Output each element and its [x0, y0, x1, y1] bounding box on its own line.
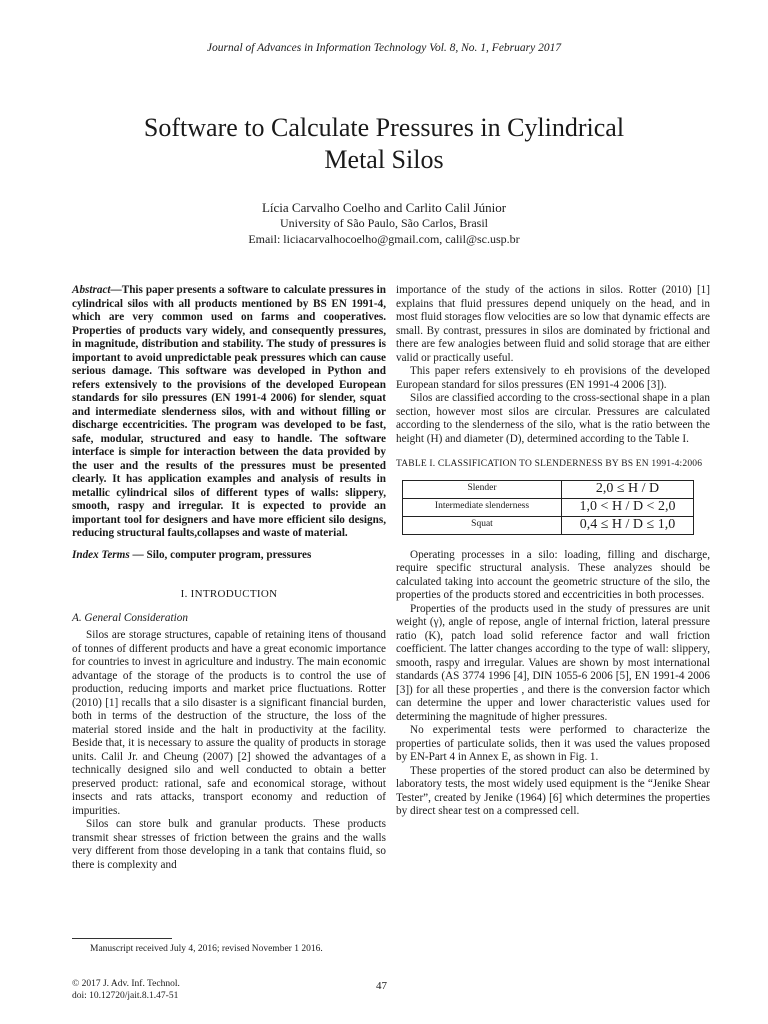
footnote: Manuscript received July 4, 2016; revised November 1 2016. [90, 944, 323, 954]
subsection-heading: A. General Consideration [72, 611, 188, 624]
abstract [72, 284, 386, 541]
table-row [403, 498, 694, 516]
index-terms-lead: Index Terms [72, 548, 130, 561]
title-line-2: Metal Silos [324, 145, 444, 174]
table-cell-value: 0,4 ≤ H / D ≤ 1,0 [562, 516, 694, 534]
table-caption: TABLE I. CLASSIFICATION TO SLENDERNESS BY BS EN 1991-4:2006 [396, 459, 703, 469]
running-head: Journal of Advances in Information Technology Vol. 8, No. 1, February 2017 [206, 42, 562, 54]
paper-title [60, 112, 708, 176]
title-line-1: Software to Calculate Pressures in Cylindrical [143, 113, 625, 142]
slenderness-table [402, 480, 694, 535]
right-paragraph-6: No experimental tests were performed to characterize the properties of particulate solids, then it was used the values proposed by EN-Part 4 in Annex E, as shown in Fig. 1. [396, 724, 710, 763]
intro-paragraph-2: Silos can store bulk and granular products. These products transmit shear stresses of friction between the grains and the walls very different from those developing in a tank that contains fluid, so there is complexity and [72, 818, 386, 871]
page-number: 47 [376, 980, 387, 992]
right-paragraph-4: Operating processes in a silo: loading, filling and discharge, require specific structural analysis. These analyzes should be calculated taking into account the geometric structure of the silo, the properties of the products stored and eccentricities in both processes. [396, 548, 710, 601]
table-cell-label: Squat [403, 516, 562, 534]
table-cell-label: Intermediate slenderness [403, 498, 562, 516]
copyright: © 2017 J. Adv. Inf. Technol. [72, 979, 180, 989]
right-paragraph-5: Properties of the products used in the study of pressures are unit weight (γ), angle of repose, angle of internal friction, lateral pressure ratio (K), patch load solid reference factor and wall friction coefficient. The latter changes according to the type of wall: slippery, smooth, raspy and irregular. Values are shown by most international standards (AS 3774 1996 [4], DIN 1055-6 2006 [5], EN 1991-4 2006 [3]) for all these properties , and there is the conversion factor which can determine the upper and lower characteristic values used for determining the magnitude of higher pressures. [396, 602, 710, 723]
copyright-block [72, 978, 180, 1002]
right-paragraph-3: Silos are classified according to the cross-sectional shape in a plan section, however most silos are circular. Pressures are calculated according to the slenderness of the silo, what is the ratio between the height (H) and diameter (D), determined according to the Table I. [396, 392, 710, 445]
table-cell-value: 1,0 < H / D < 2,0 [562, 498, 694, 516]
doi: doi: 10.12720/jait.8.1.47-51 [72, 991, 179, 1001]
index-terms-text: — Silo, computer program, pressures [129, 548, 312, 561]
right-paragraph-1: importance of the study of the actions in silos. Rotter (2010) [1] explains that fluid pressures depend uniquely on the head, and in most fluid storages flow velocities are so low that dynamic effects are small. By contrast, pressures in silos are dominated by frictional and there are few analogies between fluid and solid storage that are either valid or practically useful. [396, 284, 710, 364]
email: Email: liciacarvalhocoelho@gmail.com, calil@sc.usp.br [248, 232, 520, 246]
right-paragraph-7: These properties of the stored product can also be determined by laboratory tests, the most widely used equipment is the “Jenike Shear Tester”, created by Jenike (1964) [6] which determines the properties by direct shear test on a compressed cell. [396, 764, 710, 817]
abstract-text: —This paper presents a software to calculate pressures in cylindrical silos with all products mentioned by BS EN 1991-4, which are very common used on farms and cooperatives. Properties of products vary widely, and consequently pressures, in magnitude, distribution and stability. The study of pressures is important to avoid unpredictable peak pressures which can cause serious damage. This software was developed in Python and refers extensively to the provisions of the developed European standards for silo pressures (EN 1991-4 2006) for slender, squat and intermediate slenderness silos, with and without filling or discharge eccentricities. The program was developed to be fast, safe, modular, structured and easy to handle. The software interface is simple for interaction between the data provided by the user and the results of the pressures must be presented clearly. It has application examples and analysis of results in metallic cylindrical silos of different types of walls: slippery, smooth, raspy and irregular. It is expected to provide an important tool for designers and have more efficient silo designs, reducing structural faults,collapses and waste of material. [72, 284, 386, 539]
intro-paragraph-1: Silos are storage structures, capable of retaining itens of thousand of tonnes of different products and have a great economic importance for countries to invest in agriculture and industry. The main economic advantage of the storage of the products is to control the use of production, reducing imports and market price fluctuations. Rotter (2010) [1] recalls that a silo disaster is a significant financial burden, both in terms of the destruction of the structure, the loss of the material stored inside and the halt in productivity at the facility. Beside that, it is necessary to assure the quality of products in storage units. Calil Jr. and Cheung (2007) [2] showed the advantages of a technically designed silo and well conducted to obtain a better preserved product: rational, safe and economical storage, without insects and rats attacks, transport economy and reduction of impurities. [72, 629, 386, 817]
right-column [396, 284, 710, 819]
right-paragraph-2: This paper refers extensively to eh provisions of the developed European standard for silos pressures (EN 1991-4 2006 [3]). [396, 365, 710, 391]
section-heading-introduction: I. INTRODUCTION [180, 588, 278, 600]
table-cell-value: 2,0 ≤ H / D [562, 480, 694, 498]
affiliation: University of São Paulo, São Carlos, Brasil [280, 216, 488, 230]
table-cell-label: Slender [403, 480, 562, 498]
table-row [403, 480, 694, 498]
index-terms [72, 549, 386, 563]
authors: Lícia Carvalho Coelho and Carlito Calil Júnior [261, 200, 507, 215]
footnote-divider [72, 938, 172, 939]
left-column [72, 284, 386, 872]
table-row [403, 516, 694, 534]
abstract-lead: Abstract [72, 284, 111, 296]
